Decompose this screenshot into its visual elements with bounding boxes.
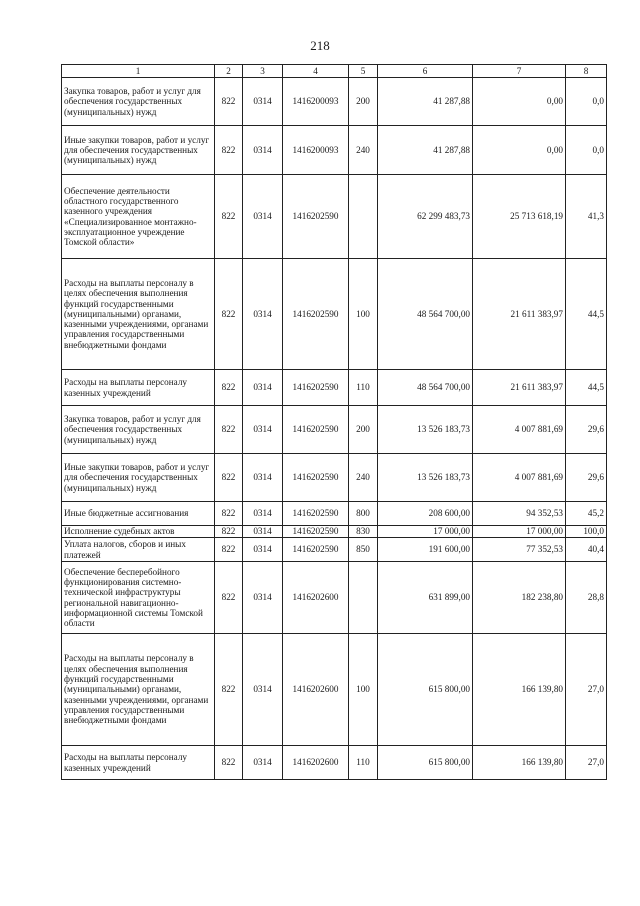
row-grbs-cell: 822	[215, 406, 243, 454]
column-header: 7	[473, 65, 566, 78]
column-header: 5	[349, 65, 378, 78]
row-grbs-cell: 822	[215, 746, 243, 780]
row-plan-cell: 48 564 700,00	[378, 370, 473, 406]
row-grbs-cell: 822	[215, 370, 243, 406]
row-percent-cell: 28,8	[566, 562, 607, 634]
row-plan-cell: 208 600,00	[378, 502, 473, 526]
table-row	[62, 259, 607, 370]
row-name-cell: Закупка товаров, работ и услуг для обеспечения государственных (муниципальных) нужд	[62, 406, 215, 454]
row-vr-cell: 850	[349, 538, 378, 562]
table-row	[62, 78, 607, 126]
row-plan-cell: 615 800,00	[378, 746, 473, 780]
row-name-cell: Обеспечение деятельности областного государственного казенного учреждения «Специализированное монтажно-эксплуатационное учреждение Томской области»	[62, 175, 215, 259]
row-fact-cell: 0,00	[473, 126, 566, 175]
row-section-cell: 0314	[243, 259, 283, 370]
row-grbs-cell: 822	[215, 562, 243, 634]
table-row	[62, 538, 607, 562]
row-plan-cell: 41 287,88	[378, 78, 473, 126]
row-vr-cell	[349, 175, 378, 259]
row-percent-cell: 27,0	[566, 634, 607, 746]
row-csr-cell: 1416202600	[283, 746, 349, 780]
row-section-cell: 0314	[243, 370, 283, 406]
row-name-cell: Иные бюджетные ассигнования	[62, 502, 215, 526]
row-csr-cell: 1416200093	[283, 78, 349, 126]
row-fact-cell: 17 000,00	[473, 526, 566, 538]
row-name-cell: Иные закупки товаров, работ и услуг для обеспечения государственных (муниципальных) нужд	[62, 454, 215, 502]
row-name-cell: Исполнение судебных актов	[62, 526, 215, 538]
table-row	[62, 746, 607, 780]
column-header: 2	[215, 65, 243, 78]
row-grbs-cell: 822	[215, 502, 243, 526]
row-section-cell: 0314	[243, 126, 283, 175]
row-section-cell: 0314	[243, 538, 283, 562]
table-row	[62, 562, 607, 634]
row-plan-cell: 631 899,00	[378, 562, 473, 634]
row-fact-cell: 94 352,53	[473, 502, 566, 526]
table-row	[62, 370, 607, 406]
row-vr-cell: 800	[349, 502, 378, 526]
row-csr-cell: 1416202590	[283, 538, 349, 562]
row-grbs-cell: 822	[215, 634, 243, 746]
row-vr-cell: 200	[349, 406, 378, 454]
row-vr-cell: 200	[349, 78, 378, 126]
row-percent-cell: 41,3	[566, 175, 607, 259]
table-body	[62, 78, 607, 780]
row-section-cell: 0314	[243, 562, 283, 634]
row-name-cell: Расходы на выплаты персоналу в целях обеспечения выполнения функций государственными (муниципальными) органами, казенными учреждениями, органами управления государственными внебюджетными фондами	[62, 259, 215, 370]
row-csr-cell: 1416202590	[283, 454, 349, 502]
budget-table	[61, 64, 607, 780]
row-plan-cell: 13 526 183,73	[378, 454, 473, 502]
column-header: 1	[62, 65, 215, 78]
row-plan-cell: 41 287,88	[378, 126, 473, 175]
row-vr-cell: 240	[349, 454, 378, 502]
row-section-cell: 0314	[243, 406, 283, 454]
row-csr-cell: 1416202590	[283, 502, 349, 526]
row-percent-cell: 0,0	[566, 126, 607, 175]
row-fact-cell: 0,00	[473, 78, 566, 126]
row-section-cell: 0314	[243, 78, 283, 126]
row-section-cell: 0314	[243, 526, 283, 538]
row-fact-cell: 182 238,80	[473, 562, 566, 634]
row-plan-cell: 62 299 483,73	[378, 175, 473, 259]
row-name-cell: Уплата налогов, сборов и иных платежей	[62, 538, 215, 562]
table-row	[62, 126, 607, 175]
table-row	[62, 175, 607, 259]
table-row	[62, 634, 607, 746]
table-row	[62, 526, 607, 538]
row-vr-cell: 100	[349, 634, 378, 746]
column-header: 3	[243, 65, 283, 78]
row-name-cell: Закупка товаров, работ и услуг для обеспечения государственных (муниципальных) нужд	[62, 78, 215, 126]
row-csr-cell: 1416202590	[283, 259, 349, 370]
row-csr-cell: 1416202600	[283, 634, 349, 746]
row-csr-cell: 1416202590	[283, 370, 349, 406]
row-grbs-cell: 822	[215, 259, 243, 370]
row-fact-cell: 4 007 881,69	[473, 454, 566, 502]
row-percent-cell: 44,5	[566, 370, 607, 406]
row-fact-cell: 21 611 383,97	[473, 370, 566, 406]
row-name-cell: Расходы на выплаты персоналу казенных учреждений	[62, 746, 215, 780]
row-plan-cell: 48 564 700,00	[378, 259, 473, 370]
row-percent-cell: 27,0	[566, 746, 607, 780]
row-percent-cell: 29,6	[566, 454, 607, 502]
table-row	[62, 454, 607, 502]
row-csr-cell: 1416202590	[283, 406, 349, 454]
row-section-cell: 0314	[243, 634, 283, 746]
row-fact-cell: 166 139,80	[473, 746, 566, 780]
row-vr-cell: 110	[349, 370, 378, 406]
row-fact-cell: 4 007 881,69	[473, 406, 566, 454]
page-number: 218	[310, 38, 330, 53]
row-plan-cell: 615 800,00	[378, 634, 473, 746]
row-name-cell: Обеспечение бесперебойного функционирования системно-технической инфраструктуры региональной навигационно-информационной системы Томской области	[62, 562, 215, 634]
row-fact-cell: 21 611 383,97	[473, 259, 566, 370]
row-percent-cell: 0,0	[566, 78, 607, 126]
row-csr-cell: 1416202590	[283, 526, 349, 538]
row-plan-cell: 13 526 183,73	[378, 406, 473, 454]
row-percent-cell: 44,5	[566, 259, 607, 370]
table-row	[62, 406, 607, 454]
row-vr-cell: 110	[349, 746, 378, 780]
row-vr-cell	[349, 562, 378, 634]
column-header: 6	[378, 65, 473, 78]
row-csr-cell: 1416202600	[283, 562, 349, 634]
row-grbs-cell: 822	[215, 175, 243, 259]
row-vr-cell: 100	[349, 259, 378, 370]
row-name-cell: Расходы на выплаты персоналу в целях обеспечения выполнения функций государственными (муниципальными) органами, казенными учреждениями, органами управления государственными внебюджетными фондами	[62, 634, 215, 746]
row-vr-cell: 830	[349, 526, 378, 538]
row-fact-cell: 77 352,53	[473, 538, 566, 562]
row-grbs-cell: 822	[215, 126, 243, 175]
row-csr-cell: 1416200093	[283, 126, 349, 175]
header-row	[62, 65, 607, 78]
row-percent-cell: 29,6	[566, 406, 607, 454]
column-header: 8	[566, 65, 607, 78]
row-plan-cell: 17 000,00	[378, 526, 473, 538]
column-header: 4	[283, 65, 349, 78]
row-vr-cell: 240	[349, 126, 378, 175]
row-percent-cell: 45,2	[566, 502, 607, 526]
row-grbs-cell: 822	[215, 78, 243, 126]
row-plan-cell: 191 600,00	[378, 538, 473, 562]
row-name-cell: Расходы на выплаты персоналу казенных учреждений	[62, 370, 215, 406]
table-row	[62, 502, 607, 526]
row-section-cell: 0314	[243, 175, 283, 259]
row-grbs-cell: 822	[215, 538, 243, 562]
row-name-cell: Иные закупки товаров, работ и услуг для обеспечения государственных (муниципальных) нужд	[62, 126, 215, 175]
row-section-cell: 0314	[243, 746, 283, 780]
row-section-cell: 0314	[243, 502, 283, 526]
row-percent-cell: 40,4	[566, 538, 607, 562]
row-csr-cell: 1416202590	[283, 175, 349, 259]
row-fact-cell: 166 139,80	[473, 634, 566, 746]
row-grbs-cell: 822	[215, 454, 243, 502]
row-grbs-cell: 822	[215, 526, 243, 538]
row-section-cell: 0314	[243, 454, 283, 502]
row-percent-cell: 100,0	[566, 526, 607, 538]
row-fact-cell: 25 713 618,19	[473, 175, 566, 259]
